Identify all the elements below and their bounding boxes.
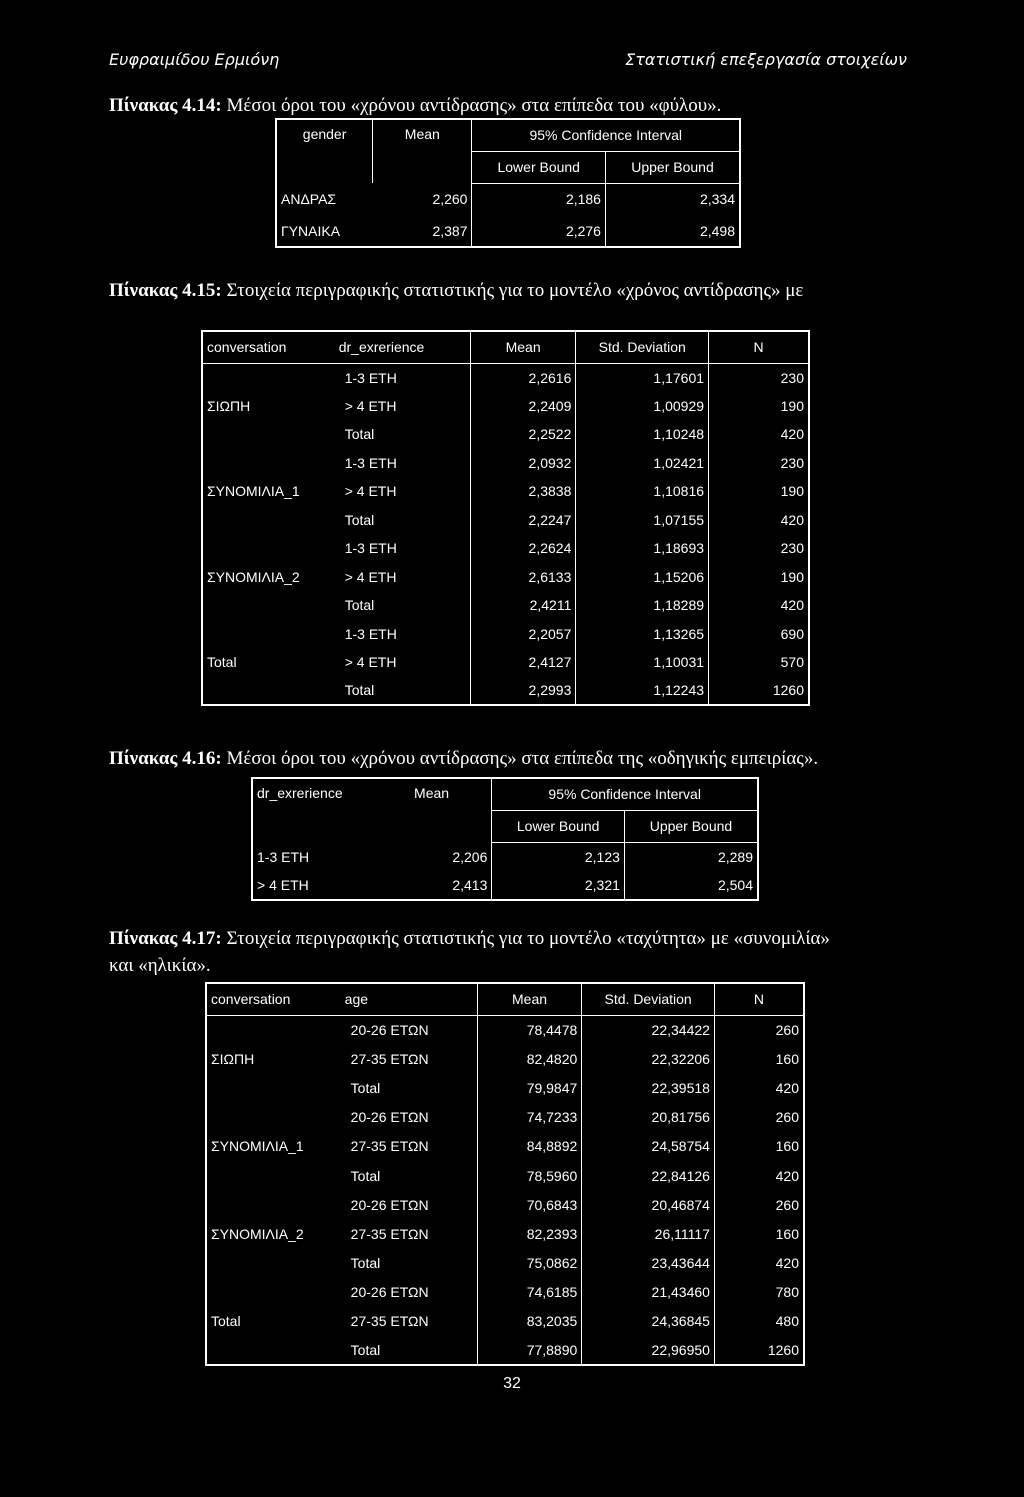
table-cell: 1,10816 (576, 477, 709, 506)
caption-table-4-14 (109, 95, 721, 117)
caption-label: Πίνακας 4.14: (109, 95, 222, 116)
table-cell: 1,17601 (576, 363, 709, 392)
table-cell: 22,32206 (582, 1044, 715, 1073)
table-cell: 1,15206 (576, 563, 709, 592)
table-cell: 1,02421 (576, 449, 709, 478)
table-cell: 2,4211 (470, 591, 576, 620)
table-cell: 20-26 ΕΤΩΝ (341, 1190, 478, 1219)
table-cell: 70,6843 (477, 1190, 582, 1219)
table-cell: 2,2057 (470, 620, 576, 649)
table-cell: 2,260 (373, 183, 472, 215)
table-cell: 84,8892 (477, 1132, 582, 1161)
col-header: N (714, 983, 804, 1015)
table-4-17 (205, 982, 805, 1366)
table-cell: 1,13265 (576, 620, 709, 649)
table-cell: 2,387 (373, 215, 472, 247)
table-row (206, 1190, 804, 1219)
table-cell: 2,334 (699, 191, 735, 208)
table-cell: 1-3 ΕΤΗ (335, 534, 471, 563)
table-cell: 230 (780, 454, 804, 471)
table-cell: 2,2616 (470, 363, 576, 392)
caption-label: Πίνακας 4.16: (109, 748, 222, 769)
table-cell: Total (335, 591, 471, 620)
table-cell: 2,2522 (470, 420, 576, 449)
group-label: ΣΙΩΠΗ (211, 1051, 255, 1068)
table-row (202, 363, 809, 392)
table-cell: 2,2993 (470, 677, 576, 706)
caption-text: Μέσοι όροι του «χρόνου αντίδρασης» στα επίπεδα της «οδηγικής εμπειρίας». (221, 748, 819, 769)
table-cell: 2,321 (492, 871, 625, 900)
table-cell: 24,36845 (582, 1307, 715, 1336)
table-cell: 1-3 ΕΤΗ (335, 620, 471, 649)
table-cell: 1,12243 (576, 677, 709, 706)
table-row (202, 620, 809, 649)
table-cell: 22,34422 (582, 1015, 715, 1044)
table-cell: 1-3 ΕΤΗ (257, 848, 310, 865)
table-row (202, 449, 809, 478)
col-header: Std. Deviation (582, 983, 715, 1015)
table-cell: Total (341, 1161, 478, 1190)
table-cell: 2,2409 (470, 392, 576, 421)
table-cell: 2,2247 (470, 506, 576, 535)
table-row (206, 1278, 804, 1307)
table-cell: ΑΝΔΡΑΣ (281, 191, 337, 207)
table-cell: 23,43644 (582, 1249, 715, 1278)
table-cell: 74,6185 (477, 1278, 582, 1307)
table-cell: 2,186 (472, 183, 606, 215)
caption-table-4-16 (109, 748, 818, 770)
group-label: Total (211, 1312, 241, 1329)
table-cell: 2,504 (717, 877, 753, 893)
table-cell: 78,5960 (477, 1161, 582, 1190)
table-cell: 26,11117 (582, 1219, 715, 1248)
table-cell: 75,0862 (477, 1249, 582, 1278)
caption-table-4-17-line2: και «ηλικία». (109, 955, 211, 976)
table-cell: 1,18289 (576, 591, 709, 620)
table-4-16 (251, 777, 759, 901)
table-cell: 2,3838 (470, 477, 576, 506)
table-cell: 2,2624 (470, 534, 576, 563)
table-cell: Total (335, 506, 471, 535)
table-cell: Total (335, 420, 471, 449)
col-header: gender (276, 119, 373, 183)
group-label: ΣΥΝΟΜΙΛΙΑ_1 (207, 483, 300, 500)
caption-text: Στοιχεία περιγραφικής στατιστικής για το μοντέλο «χρόνος αντίδρασης» με (221, 280, 804, 301)
table-cell: 420 (775, 1167, 799, 1184)
table-cell: ΓΥΝΑΙΚΑ (281, 222, 341, 239)
table-cell: 20-26 ΕΤΩΝ (341, 1103, 478, 1132)
table-cell: 160 (775, 1138, 799, 1155)
table-cell: 27-35 ΕΤΩΝ (341, 1044, 478, 1073)
table-cell: 22,96950 (582, 1336, 715, 1365)
table-cell: 27-35 ΕΤΩΝ (341, 1307, 478, 1336)
table-cell: 420 (780, 426, 804, 443)
table-cell: 420 (775, 1255, 799, 1272)
table-cell: > 4 ΕΤΗ (335, 392, 471, 421)
header-author: Ευφραιμίδου Ερμιόνη (109, 50, 280, 69)
col-header: Lower Bound (492, 810, 625, 842)
table-cell: Total (341, 1073, 478, 1102)
table-cell: 2,6133 (470, 563, 576, 592)
table-cell: 74,7233 (477, 1103, 582, 1132)
table-cell: 20,46874 (582, 1190, 715, 1219)
table-cell: 420 (780, 511, 804, 528)
table-cell: 27-35 ΕΤΩΝ (341, 1219, 478, 1248)
table-cell: 480 (775, 1313, 799, 1330)
table-cell: 190 (780, 397, 804, 414)
table-row (252, 871, 758, 900)
table-row (252, 842, 758, 871)
table-cell: 22,84126 (582, 1161, 715, 1190)
table-cell: 2,413 (372, 871, 492, 900)
table-cell: 2,276 (472, 215, 606, 247)
table-cell: > 4 ΕΤΗ (257, 877, 309, 893)
table-row (202, 534, 809, 563)
col-header: Std. Deviation (576, 331, 709, 363)
table-cell: 20-26 ΕΤΩΝ (341, 1278, 478, 1307)
col-header: dr_exrerience (335, 331, 471, 363)
table-cell: 190 (780, 483, 804, 500)
col-header: Lower Bound (472, 151, 606, 183)
caption-text: Στοιχεία περιγραφικής στατιστικής για το μοντέλο «ταχύτητα» με «συνομιλία» (221, 928, 830, 949)
table-cell: 22,39518 (582, 1073, 715, 1102)
col-header: Mean (373, 119, 472, 183)
header-section: Στατιστική επεξεργασία στοιχείων (625, 50, 907, 69)
table-cell: 1260 (772, 682, 804, 699)
table-cell: 24,58754 (582, 1132, 715, 1161)
table-cell: 2,289 (717, 848, 753, 865)
table-cell: 2,498 (699, 222, 735, 239)
table-cell: 1,10248 (576, 420, 709, 449)
caption-label: Πίνακας 4.15: (109, 280, 222, 301)
table-cell: 27-35 ΕΤΩΝ (341, 1132, 478, 1161)
col-header: Mean (470, 331, 576, 363)
table-cell: 20,81756 (582, 1103, 715, 1132)
table-4-15 (201, 330, 810, 706)
caption-table-4-17 (109, 928, 830, 950)
col-header: conversation (202, 331, 335, 363)
table-cell: 2,0932 (470, 449, 576, 478)
table-cell: 260 (775, 1021, 799, 1038)
table-cell: 20-26 ΕΤΩΝ (341, 1015, 478, 1044)
col-header: age (341, 983, 478, 1015)
table-cell: 1,07155 (576, 506, 709, 535)
table-cell: 1260 (767, 1342, 799, 1359)
col-header: Mean (477, 983, 582, 1015)
group-label: ΣΥΝΟΜΙΛΙΑ_2 (211, 1225, 304, 1242)
table-cell: 570 (780, 654, 804, 671)
caption-text: Μέσοι όροι του «χρόνου αντίδρασης» στα επίπεδα του «φύλου». (221, 95, 722, 116)
table-row (276, 215, 740, 247)
table-cell: 2,206 (372, 842, 492, 871)
table-cell: 82,4820 (477, 1044, 582, 1073)
page-number: 32 (503, 1375, 521, 1392)
table-cell: > 4 ΕΤΗ (335, 563, 471, 592)
table-cell: Total (335, 677, 471, 706)
table-cell: 82,2393 (477, 1219, 582, 1248)
col-header: Upper Bound (624, 810, 758, 842)
caption-label: Πίνακας 4.17: (109, 928, 222, 949)
table-cell: > 4 ΕΤΗ (335, 477, 471, 506)
table-cell: 21,43460 (582, 1278, 715, 1307)
table-cell: 160 (775, 1225, 799, 1242)
table-cell: 160 (775, 1050, 799, 1067)
col-header: N (709, 331, 809, 363)
table-cell: 420 (775, 1079, 799, 1096)
table-cell: 230 (780, 369, 804, 386)
col-header: Upper Bound (605, 151, 740, 183)
table-cell: Total (341, 1336, 478, 1365)
table-cell: 2,123 (492, 842, 625, 871)
table-cell: 2,4127 (470, 648, 576, 677)
table-cell: Total (341, 1249, 478, 1278)
table-cell: 1-3 ΕΤΗ (335, 449, 471, 478)
table-row (206, 1103, 804, 1132)
group-label: ΣΙΩΠΗ (207, 398, 251, 414)
table-cell: 230 (780, 540, 804, 557)
table-cell: 83,2035 (477, 1307, 582, 1336)
col-header: Mean (372, 778, 492, 842)
table-cell: 260 (775, 1196, 799, 1213)
table-cell: 780 (775, 1284, 799, 1301)
table-row (276, 183, 740, 215)
group-label: Total (207, 653, 237, 670)
table-cell: 190 (780, 568, 804, 585)
col-header: 95% Confidence Interval (492, 778, 758, 810)
table-cell: 78,4478 (477, 1015, 582, 1044)
table-cell: 1-3 ΕΤΗ (335, 363, 471, 392)
table-cell: 260 (775, 1109, 799, 1126)
table-cell: 79,9847 (477, 1073, 582, 1102)
col-header: 95% Confidence Interval (472, 119, 740, 151)
group-label: ΣΥΝΟΜΙΛΙΑ_2 (207, 568, 300, 585)
table-4-14 (275, 118, 741, 248)
table-cell: > 4 ΕΤΗ (335, 648, 471, 677)
table-row (206, 1015, 804, 1044)
caption-table-4-15 (109, 280, 803, 302)
table-cell: 1,10031 (576, 648, 709, 677)
table-cell: 77,8890 (477, 1336, 582, 1365)
table-cell: 1,00929 (576, 392, 709, 421)
table-cell: 690 (780, 625, 804, 642)
table-cell: 420 (780, 597, 804, 614)
col-header: dr_exrerience (257, 785, 343, 801)
col-header: conversation (206, 983, 341, 1015)
table-cell: 1,18693 (576, 534, 709, 563)
group-label: ΣΥΝΟΜΙΛΙΑ_1 (211, 1138, 304, 1155)
